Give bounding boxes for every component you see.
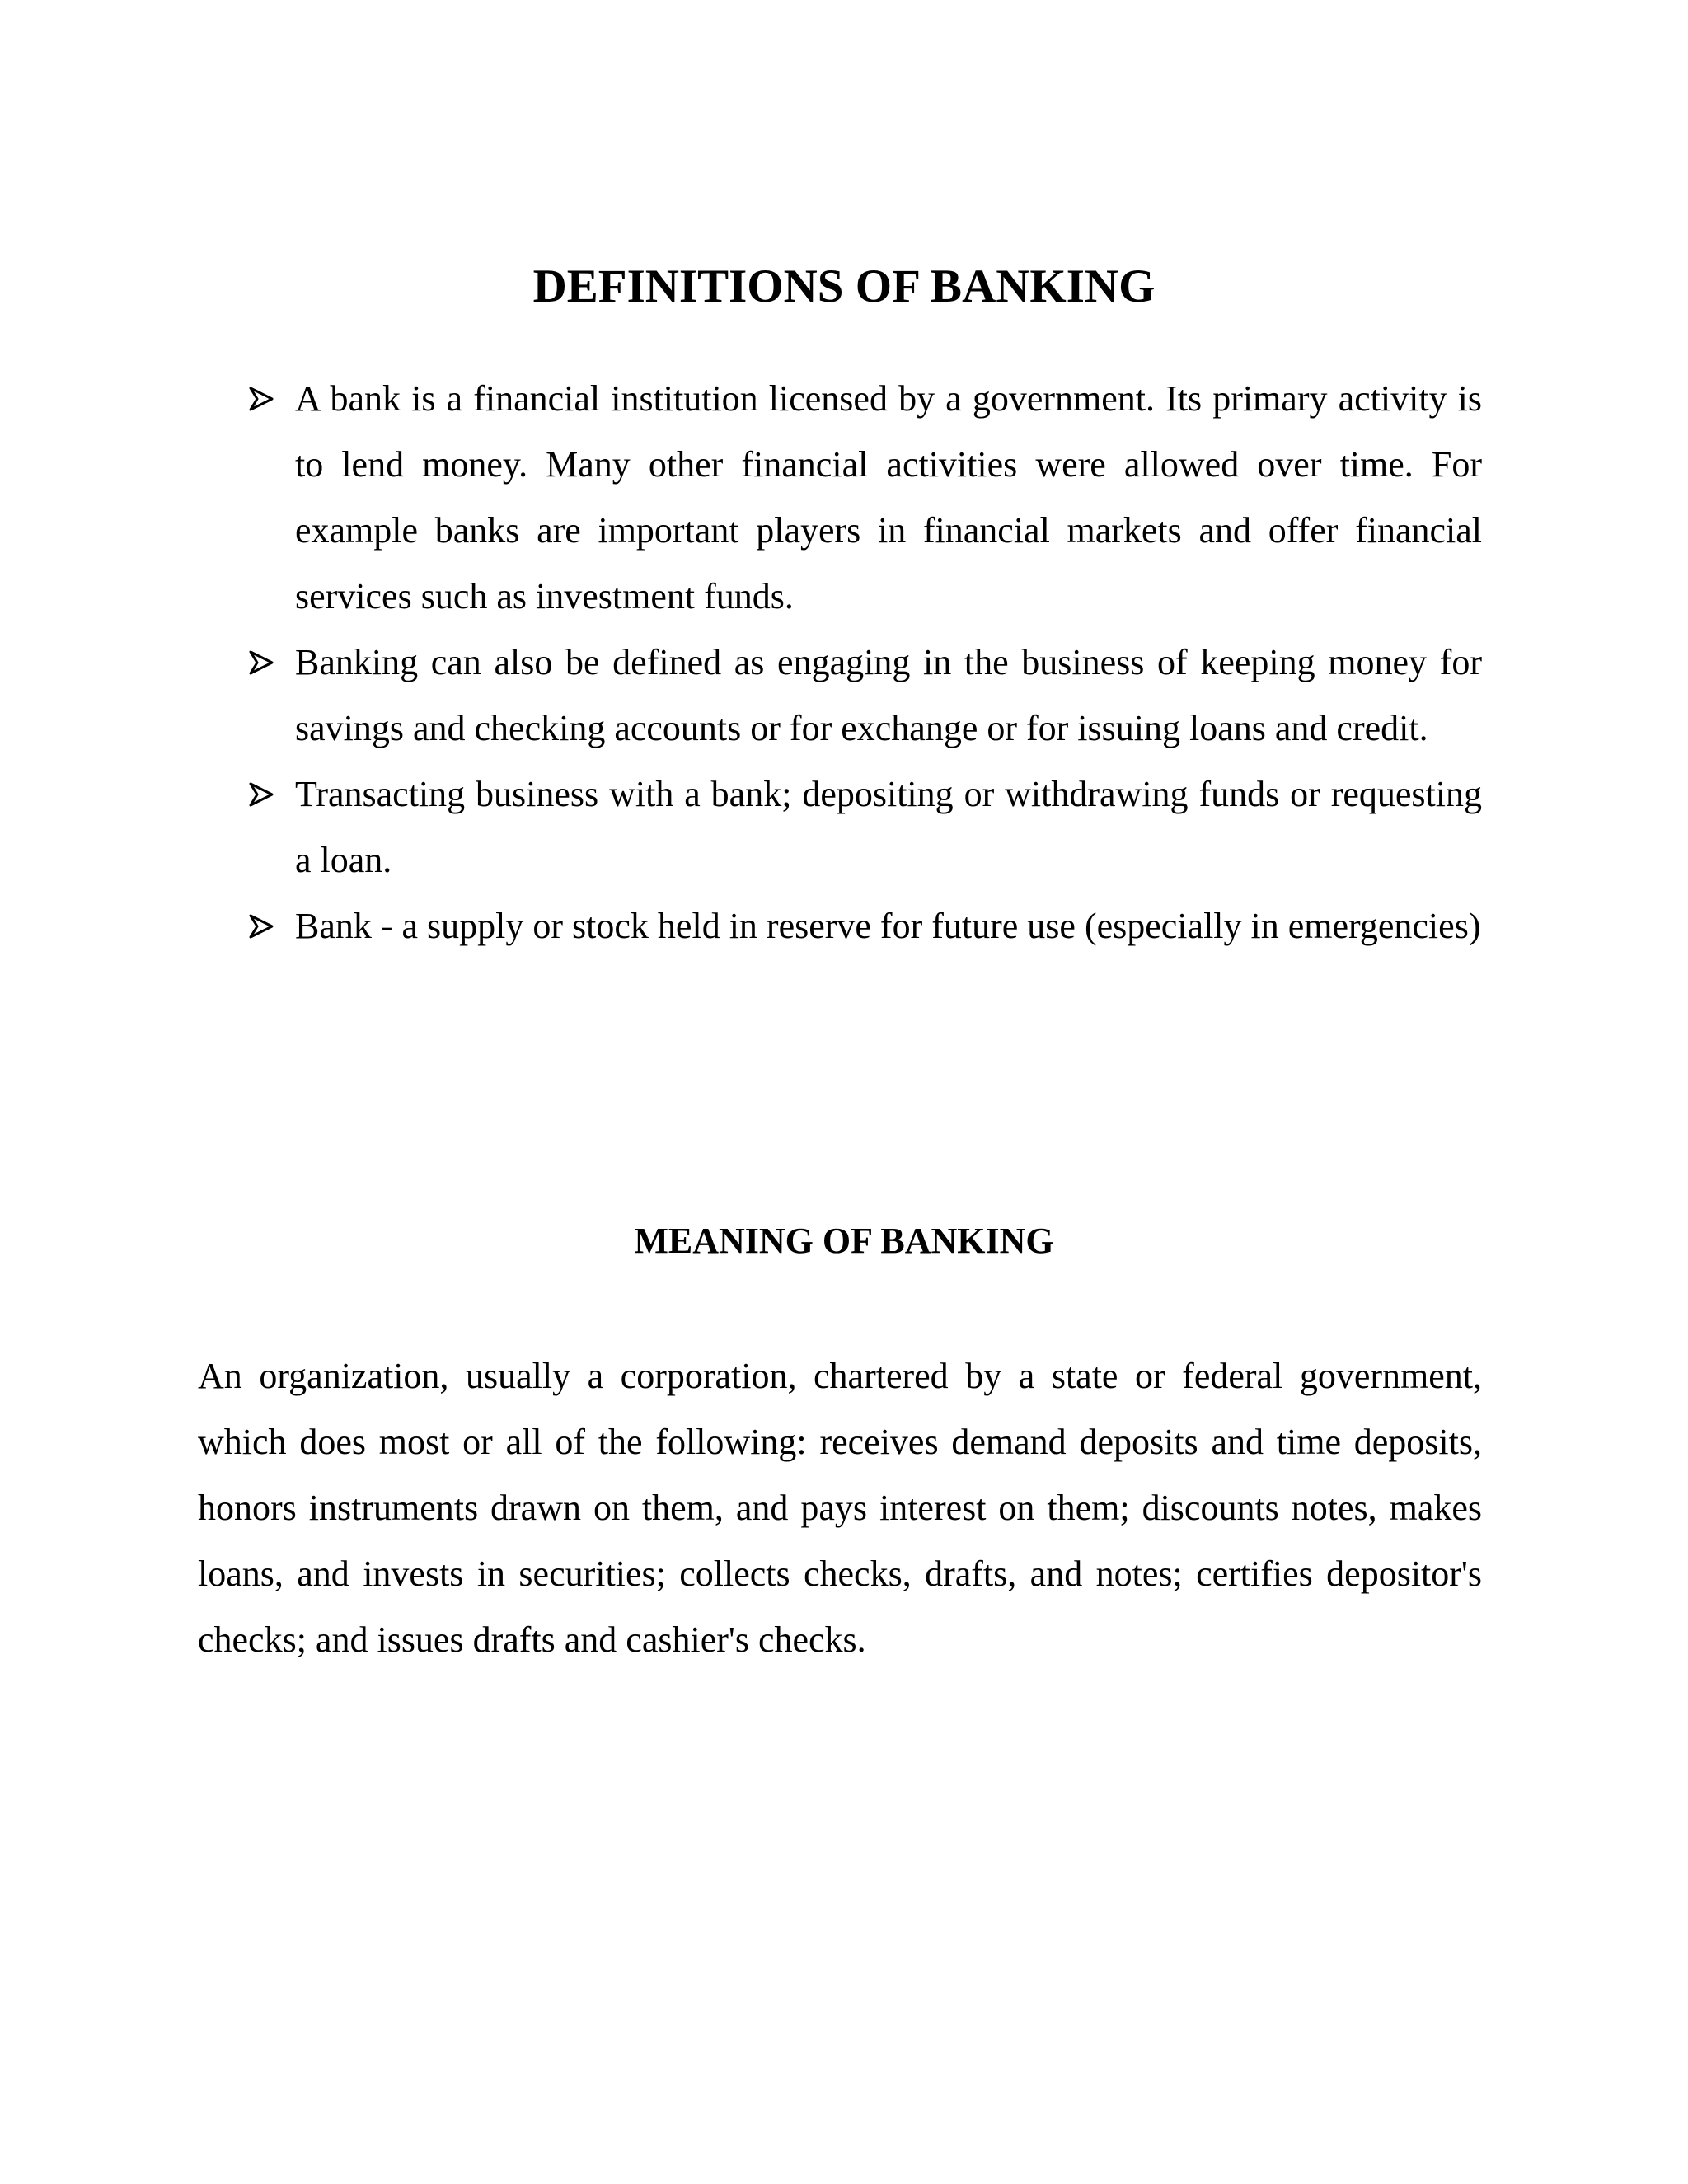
arrowhead-bullet-icon — [249, 366, 282, 432]
arrowhead-bullet-icon — [249, 762, 282, 827]
list-item — [249, 762, 1482, 893]
definition-text: Bank - a supply or stock held in reserve for future use (especially in emergencies) — [295, 906, 1481, 946]
arrowhead-bullet-icon — [249, 630, 282, 696]
section-heading-meaning: MEANING OF BANKING — [634, 1221, 1054, 1261]
page-title: DEFINITIONS OF BANKING — [532, 260, 1156, 312]
meaning-paragraph: An organization, usually a corporation, chartered by a state or federal government, which does most or all of the following: receives demand deposits and time deposits, honors instruments drawn on them, and pays interest on them; discounts notes, makes loans, and invests in securities; collects checks, drafts, and notes; certifies depositor's checks; and issues drafts and cashier's checks. — [198, 1356, 1482, 1660]
list-item — [249, 893, 1482, 959]
arrowhead-bullet-icon — [249, 893, 282, 959]
definition-text: A bank is a financial institution licensed by a government. Its primary activity is to lend money. Many other financial activities were allowed over time. For example banks are important players in financial markets and offer financial services such as investment funds. — [295, 378, 1482, 616]
definition-text: Banking can also be defined as engaging in the business of keeping money for savings and checking accounts or for exchange or for issuing loans and credit. — [295, 642, 1482, 748]
definitions-list — [249, 366, 1482, 959]
definition-text: Transacting business with a bank; depositing or withdrawing funds or requesting a loan. — [295, 774, 1482, 880]
list-item — [249, 630, 1482, 762]
list-item — [249, 366, 1482, 630]
